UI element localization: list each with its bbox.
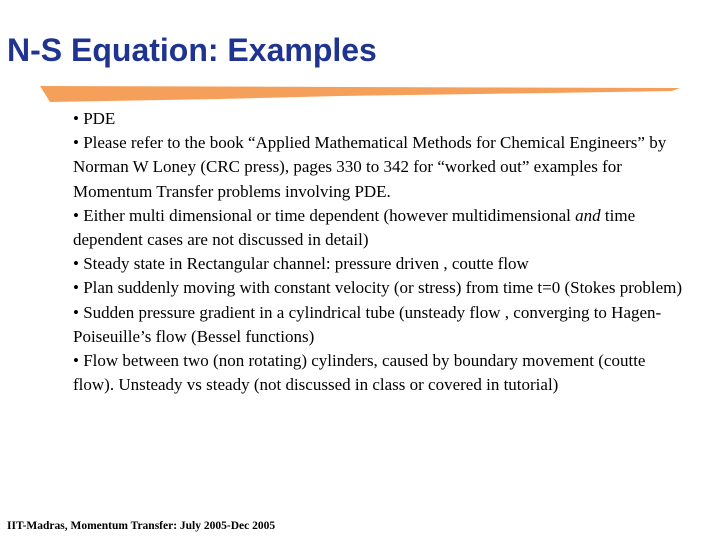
slide-title: N-S Equation: Examples <box>7 32 377 68</box>
title-underline-brush <box>40 82 680 104</box>
bullet-book-reference: • Please refer to the book “Applied Mathematical Methods for Chemical Engineers” by Norman W Loney (CRC press), pages 330 to 342 for “worked out” examples for Momentum Transfer problems involving PDE. <box>73 133 667 201</box>
bullet-multidimensional <box>73 204 683 252</box>
bullet-two-cylinders: • Flow between two (non rotating) cylinders, caused by boundary movement (coutte flow). Unsteady vs steady (not discussed in class or covered in tutorial) <box>73 351 646 395</box>
slide-footer: IIT-Madras, Momentum Transfer: July 2005-Dec 2005 <box>7 520 276 532</box>
bullet-multidimensional-and: and <box>575 205 601 225</box>
bullet-cylindrical-tube: • Sudden pressure gradient in a cylindrical tube (unsteady flow , converging to Hagen-Poiseuille’s flow (Bessel functions) <box>73 302 662 346</box>
bullet-pde: • PDE <box>73 109 116 128</box>
bullet-multidimensional-start: • Either multi dimensional or time dependent (however multidimensional <box>73 205 576 225</box>
bullet-multidimensional-end: time dependent cases are not discussed in detail) <box>73 205 636 250</box>
bullet-stokes-problem: • Plan suddenly moving with constant velocity (or stress) from time t=0 (Stokes problem) <box>73 278 683 298</box>
bullet-rectangular-channel: • Steady state in Rectangular channel: pressure driven , coutte flow <box>73 254 529 274</box>
slide-body <box>73 107 683 397</box>
